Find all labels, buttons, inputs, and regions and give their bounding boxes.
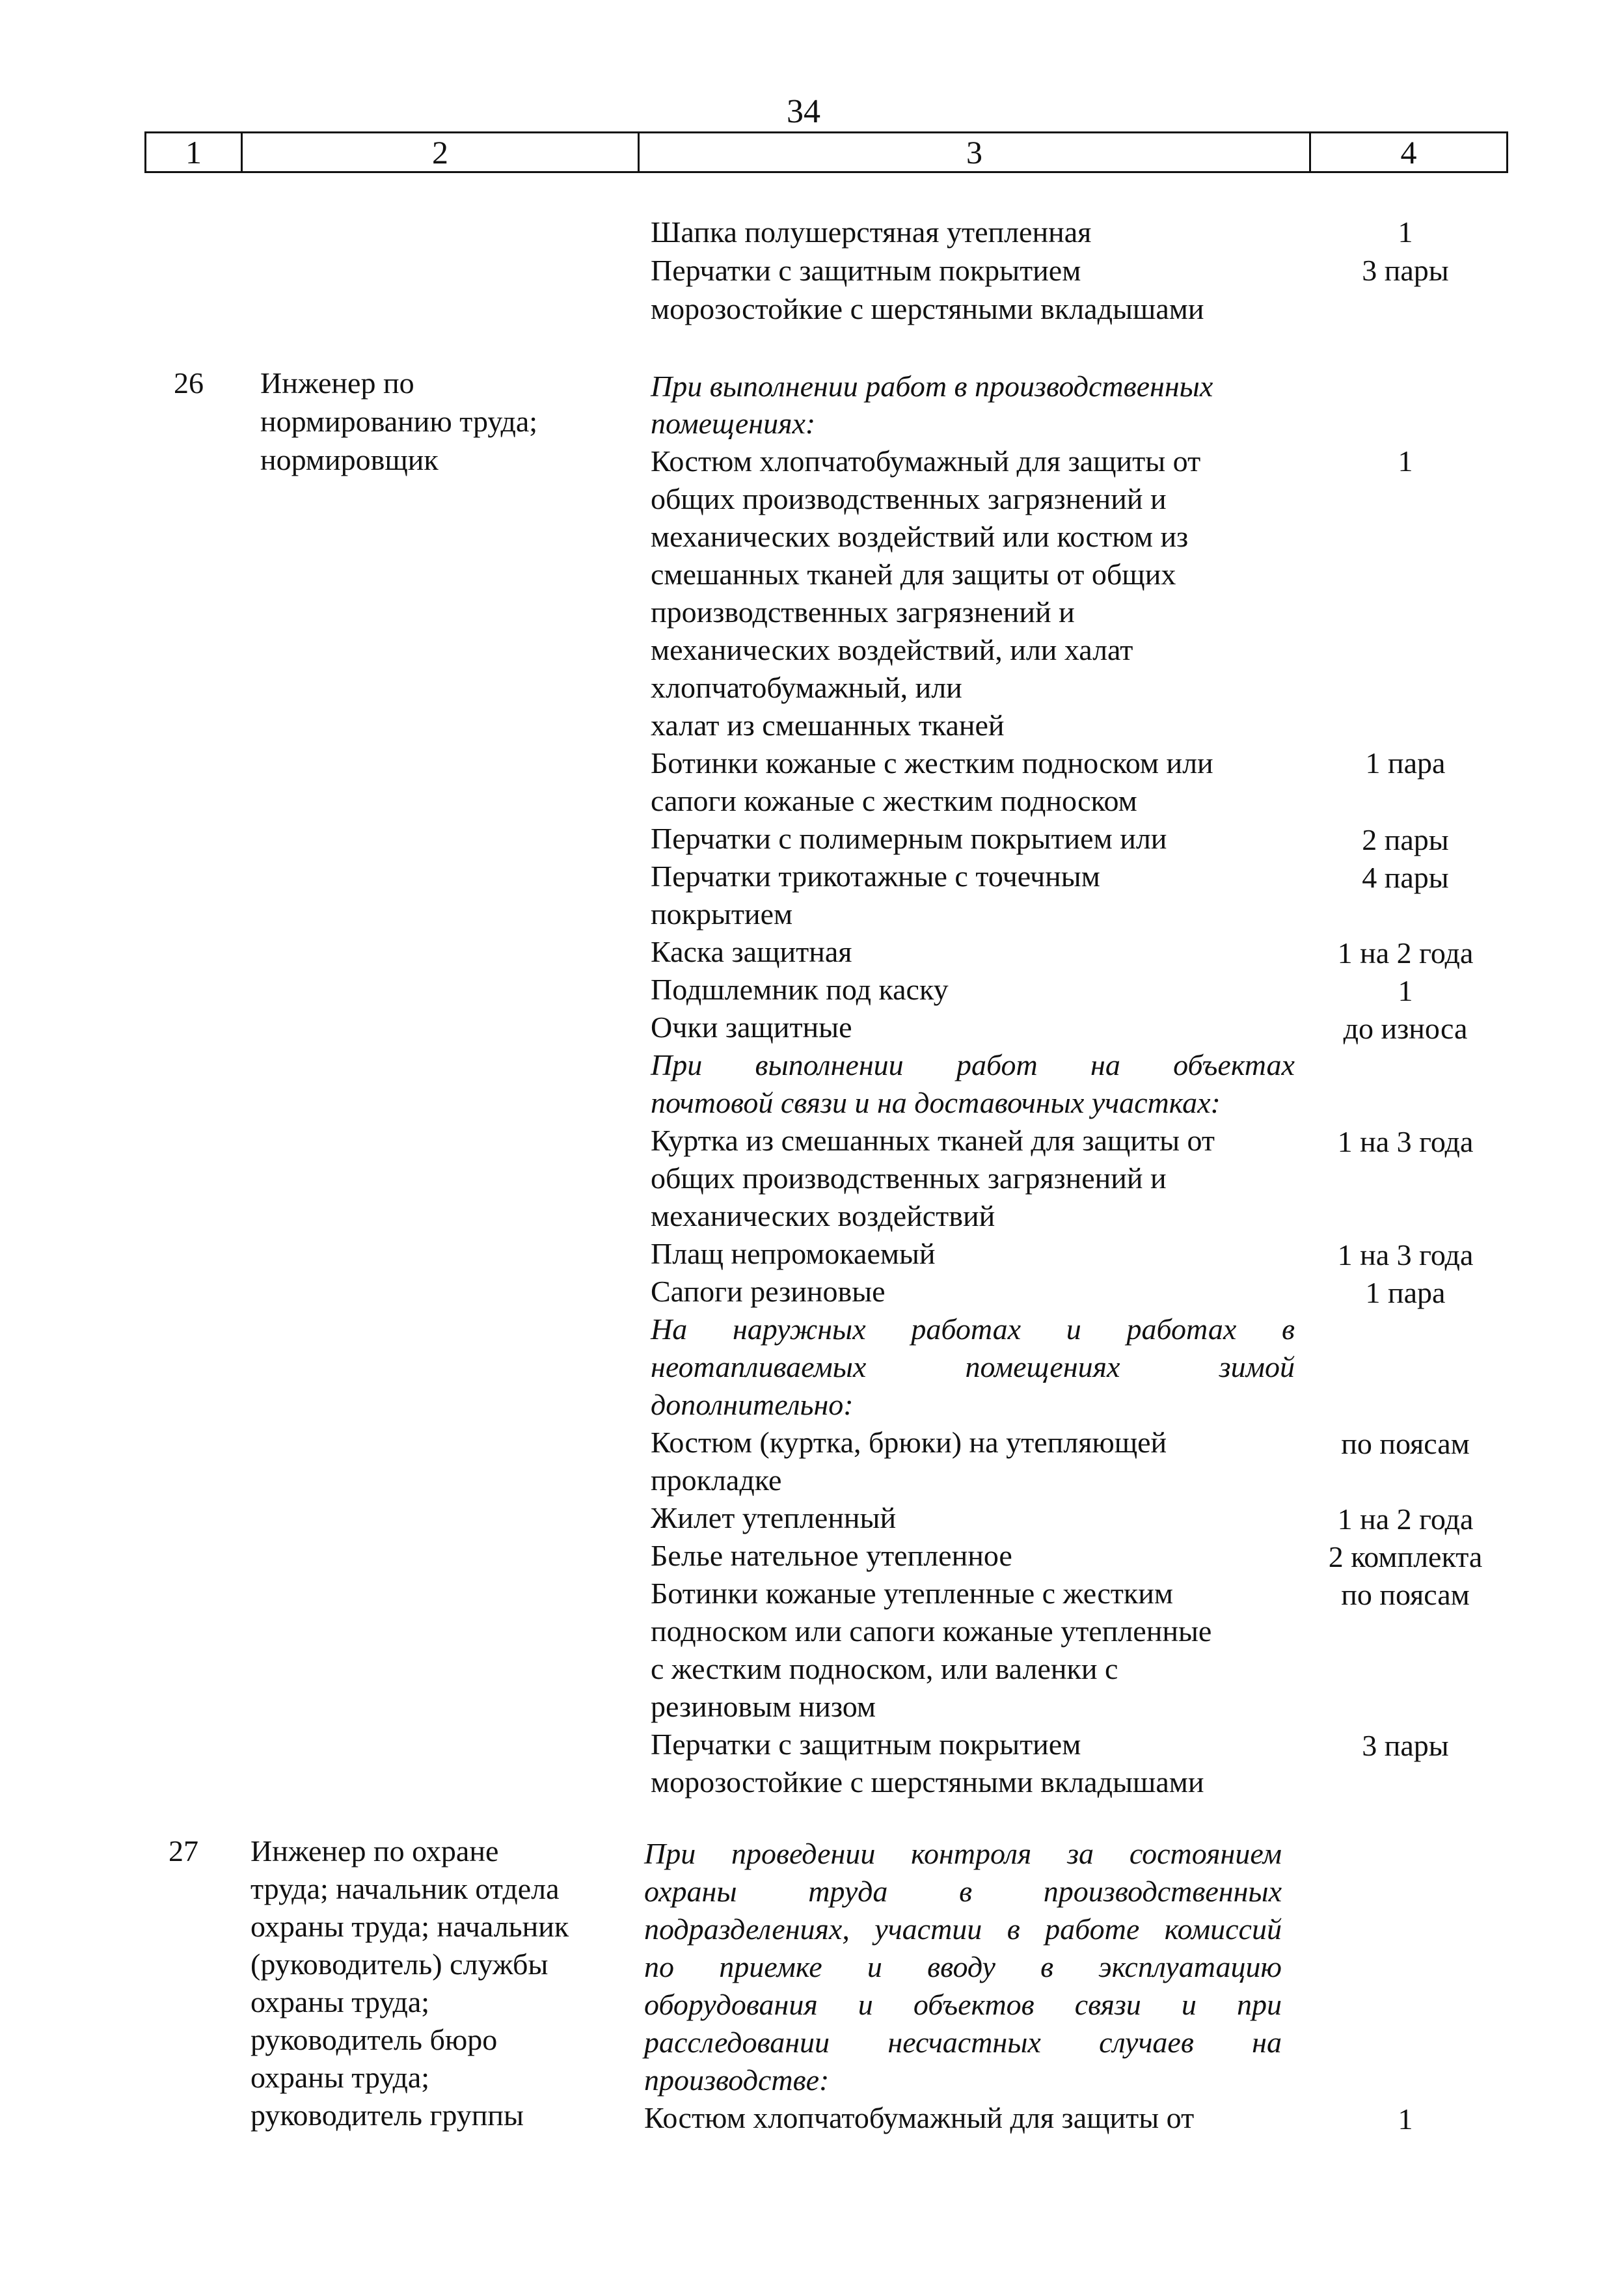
position-line: нормировщик [260, 443, 439, 476]
item-text: Жилет утепленный [651, 1501, 897, 1534]
item-text: Плащ непромокаемый [651, 1237, 936, 1270]
item-norm: 1 на 2 года [1337, 1502, 1474, 1536]
item-text: Сапоги резиновые [651, 1275, 886, 1308]
item-text: Куртка из смешанных тканей для защиты от [651, 1124, 1215, 1157]
condition-text: неотапливаемых помещениях зимой [651, 1350, 1295, 1383]
row-number: 27 [169, 1834, 198, 1868]
position-line: руководитель группы [250, 2099, 524, 2132]
item-text: Каска защитная [651, 935, 852, 968]
condition-text: расследовании несчастных случаев на [644, 2026, 1282, 2059]
item-text: Очки защитные [651, 1011, 852, 1044]
item-norm: 1 на 3 года [1337, 1125, 1474, 1158]
item-text: Костюм хлопчатобумажный для защиты от [651, 444, 1201, 478]
table-header [144, 131, 1508, 173]
item-text: Ботинки кожаные с жестким подноском или [651, 746, 1213, 780]
item-norm: 1 пара [1365, 1276, 1446, 1309]
item-norm: 1 [1398, 2102, 1413, 2136]
item-text: Ботинки кожаные утепленные с жестким [651, 1577, 1173, 1610]
condition-text: дополнительно: [651, 1388, 854, 1421]
item-norm: 1 на 3 года [1337, 1238, 1474, 1271]
item-text: Костюм (куртка, брюки) на утепляющей [651, 1426, 1167, 1459]
condition-text: При проведении контроля за состоянием [644, 1837, 1282, 1870]
item-norm: 1 [1398, 215, 1413, 249]
item-norm: 2 комплекта [1328, 1540, 1483, 1573]
position-line: охраны труда; начальник [250, 1910, 569, 1943]
item-text: покрытием [651, 897, 793, 930]
condition-text: охраны труда в производственных [644, 1875, 1282, 1908]
item-norm: до износа [1343, 1012, 1468, 1045]
condition-text: производстве: [644, 2063, 830, 2097]
position-line: руководитель бюро [250, 2023, 498, 2056]
header-col-4: 4 [1400, 134, 1417, 170]
condition-text: На наружных работах и работах в [651, 1312, 1295, 1346]
condition-text: оборудования и объектов связи и при [644, 1988, 1282, 2021]
condition-text: почтовой связи и на доставочных участках: [651, 1086, 1221, 1119]
position-line: Инженер по [260, 366, 414, 400]
condition-text: по приемке и вводу в эксплуатацию [644, 1950, 1282, 1983]
item-text: механических воздействий, или халат [651, 633, 1133, 666]
item-text: производственных загрязнений и [651, 595, 1075, 629]
item-text: халат из смешанных тканей [651, 709, 1005, 742]
item-text: Шапка полушерстяная утепленная [651, 215, 1092, 249]
position-line: охраны труда; [250, 1985, 430, 2018]
item-text: Перчатки с защитным покрытием [651, 1728, 1081, 1761]
item-norm: 1 пара [1365, 746, 1446, 780]
item-text: Подшлемник под каску [651, 973, 949, 1006]
header-col-3: 3 [640, 133, 1311, 171]
item-text: прокладке [651, 1463, 782, 1497]
item-text: морозостойкие с шерстяными вкладышами [651, 1765, 1204, 1799]
item-text: подноском или сапоги кожаные утепленные [651, 1614, 1212, 1648]
item-text: с жестким подноском, или валенки с [651, 1652, 1118, 1685]
item-norm: по поясам [1341, 1578, 1470, 1611]
item-text: Белье нательное утепленное [651, 1539, 1012, 1572]
item-text: общих производственных загрязнений и [651, 1161, 1167, 1195]
item-norm: 1 [1398, 444, 1413, 478]
item-text: Перчатки с защитным покрытием [651, 254, 1081, 287]
position-line: охраны труда; [250, 2061, 430, 2094]
condition-text: подразделениях, участии в работе комиссий [644, 1912, 1282, 1946]
position-line: труда; начальник отдела [250, 1872, 560, 1905]
condition-text: При выполнении работ на объектах [651, 1048, 1295, 1081]
item-text: сапоги кожаные с жестким подноском [651, 784, 1137, 817]
item-text: морозостойкие с шерстяными вкладышами [651, 292, 1204, 325]
header-col-1: 1 [146, 133, 243, 171]
item-norm: 4 пары [1362, 861, 1449, 894]
item-text: смешанных тканей для защиты от общих [651, 558, 1176, 591]
header-col-2: 2 [243, 133, 640, 171]
item-norm: 3 пары [1362, 1729, 1449, 1762]
position-line: нормированию труда; [260, 405, 538, 438]
item-text: механических воздействий или костюм из [651, 520, 1189, 553]
item-norm: 3 пары [1362, 254, 1449, 287]
item-text: Перчатки с полимерным покрытием или [651, 822, 1167, 855]
page-number: 34 [787, 93, 820, 130]
item-text: общих производственных загрязнений и [651, 482, 1167, 515]
item-norm: 1 [1398, 974, 1413, 1007]
item-norm: 2 пары [1362, 823, 1449, 856]
item-text: Костюм хлопчатобумажный для защиты от [644, 2101, 1195, 2134]
condition-text: помещениях: [651, 407, 816, 440]
position-line: (руководитель) службы [250, 1948, 548, 1981]
position-line: Инженер по охране [250, 1834, 499, 1868]
item-text: хлопчатобумажный, или [651, 671, 962, 704]
item-norm: 1 на 2 года [1337, 936, 1474, 970]
condition-text: При выполнении работ в производственных [651, 370, 1213, 403]
item-text: резиновым низом [651, 1690, 876, 1723]
item-text: Перчатки трикотажные с точечным [651, 860, 1100, 893]
item-norm: по поясам [1341, 1427, 1470, 1460]
item-text: механических воздействий [651, 1199, 995, 1232]
row-number: 26 [174, 366, 204, 400]
